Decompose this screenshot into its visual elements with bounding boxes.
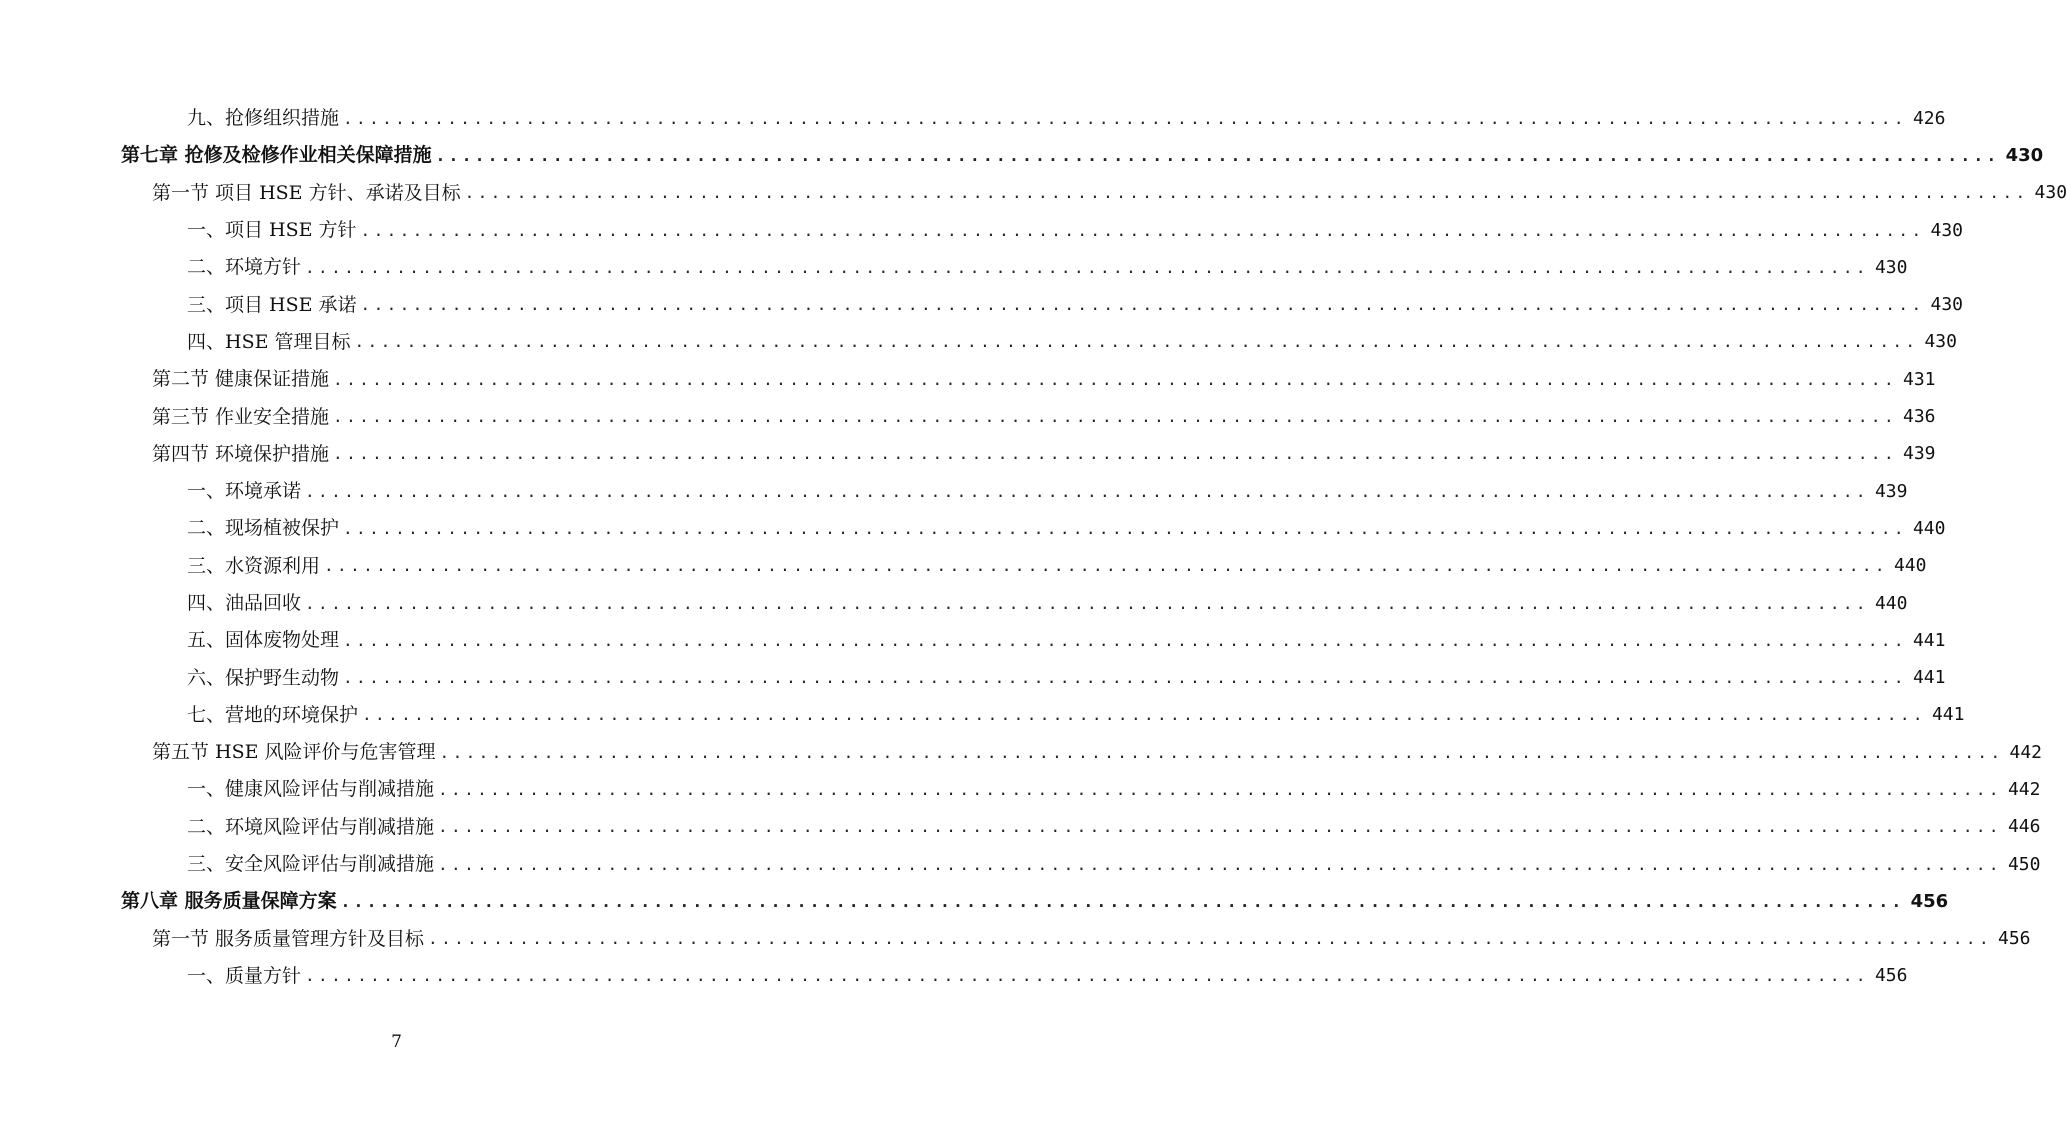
toc-entry-item[interactable] xyxy=(0,212,1963,249)
dot-leader: ........................................................................................................................ xyxy=(305,593,1869,613)
dot-leader: ........................................................................................................................ xyxy=(439,742,2004,762)
toc-entry-section[interactable] xyxy=(0,734,2042,771)
toc-entry-title: 三、项目 HSE 承诺 xyxy=(187,293,357,316)
toc-entry-title: 第一节 服务质量管理方针及目标 xyxy=(152,927,425,950)
toc-entry-page: 440 xyxy=(1912,517,1946,539)
dot-leader: ........................................................................................................................ xyxy=(333,407,1897,427)
toc-entry-page: 430 xyxy=(1930,294,1963,316)
toc-entry-title: 第二节 健康保证措施 xyxy=(152,368,330,391)
dot-leader: ........................................................................................................................ xyxy=(343,518,1907,538)
toc-entry-section[interactable] xyxy=(0,436,1936,473)
toc-entry-item[interactable] xyxy=(0,585,1908,622)
toc-entry-item[interactable] xyxy=(0,548,1927,585)
toc-entry-page: 430 xyxy=(1930,219,1963,241)
toc-entry-section[interactable] xyxy=(0,175,2067,212)
dot-leader: ........................................................................................................................ xyxy=(360,295,1925,315)
dot-leader: ........................................................................................................................ xyxy=(435,145,2000,165)
toc-entry-title: 第三节 作业安全措施 xyxy=(152,405,330,428)
toc-entry-page: 442 xyxy=(2007,778,2041,800)
toc-entry-title: 第七章 抢修及检修作业相关保障措施 xyxy=(121,144,432,167)
toc-entry-item[interactable] xyxy=(0,846,2041,883)
toc-entry-title: 第八章 服务质量保障方案 xyxy=(121,890,337,913)
toc-entry-chapter[interactable] xyxy=(0,883,1949,920)
toc-entry-title: 九、抢修组织措施 xyxy=(187,107,340,130)
toc-entry-page: 442 xyxy=(2009,741,2042,763)
dot-leader: ........................................................................................................................ xyxy=(305,481,1869,501)
dot-leader: ........................................................................................................................ xyxy=(305,257,1869,277)
toc-entry-title: 三、水资源利用 xyxy=(187,554,321,577)
toc-entry-page: 441 xyxy=(1931,704,1965,726)
toc-entry-page: 450 xyxy=(2007,853,2041,875)
toc-entry-chapter[interactable] xyxy=(0,137,2044,174)
toc-entry-item[interactable] xyxy=(0,286,1963,323)
toc-entry-page: 426 xyxy=(1912,107,1946,129)
dot-leader: ........................................................................................................................ xyxy=(464,183,2029,203)
page-number: 7 xyxy=(391,1032,402,1052)
toc-entry-item[interactable] xyxy=(0,324,1957,361)
dot-leader: ........................................................................................................................ xyxy=(438,854,2002,874)
toc-entry-page: 441 xyxy=(1912,629,1946,651)
dot-leader: ........................................................................................................................ xyxy=(333,444,1897,464)
toc-entry-section[interactable] xyxy=(0,398,1936,435)
toc-entry-title: 一、质量方针 xyxy=(187,964,302,987)
toc-entry-page: 441 xyxy=(1912,667,1946,689)
table-of-contents xyxy=(0,100,2067,995)
dot-leader: ........................................................................................................................ xyxy=(438,817,2002,837)
toc-entry-title: 二、现场植被保护 xyxy=(187,517,340,540)
toc-entry-title: 五、固体废物处理 xyxy=(187,629,340,652)
dot-leader: ........................................................................................................................ xyxy=(362,705,1926,725)
dot-leader: ........................................................................................................................ xyxy=(343,108,1907,128)
toc-entry-item[interactable] xyxy=(0,809,2041,846)
toc-entry-item[interactable] xyxy=(0,659,1946,696)
toc-entry-item[interactable] xyxy=(0,622,1946,659)
toc-entry-page: 430 xyxy=(1924,331,1957,353)
toc-entry-section[interactable] xyxy=(0,361,1936,398)
toc-entry-page: 456 xyxy=(1874,965,1908,987)
dot-leader: ........................................................................................................................ xyxy=(305,966,1869,986)
dot-leader: ........................................................................................................................ xyxy=(438,779,2002,799)
toc-entry-title: 三、安全风险评估与削减措施 xyxy=(187,853,435,876)
toc-entry-section[interactable] xyxy=(0,921,2031,958)
toc-entry-title: 六、保护野生动物 xyxy=(187,666,340,689)
toc-entry-item[interactable] xyxy=(0,510,1946,547)
toc-entry-title: 二、环境方针 xyxy=(187,256,302,279)
toc-entry-title: 第五节 HSE 风险评价与危害管理 xyxy=(152,741,436,764)
toc-entry-page: 440 xyxy=(1893,555,1927,577)
toc-entry-page: 440 xyxy=(1874,592,1908,614)
dot-leader: ........................................................................................................................ xyxy=(340,891,1905,911)
toc-entry-page: 436 xyxy=(1902,406,1936,428)
toc-entry-item[interactable] xyxy=(0,771,2041,808)
toc-entry-title: 第四节 环境保护措施 xyxy=(152,442,330,465)
dot-leader: ........................................................................................................................ xyxy=(343,668,1907,688)
toc-entry-title: 第一节 项目 HSE 方针、承诺及目标 xyxy=(152,181,461,204)
toc-entry-page: 431 xyxy=(1902,368,1936,390)
toc-entry-page: 439 xyxy=(1902,443,1936,465)
toc-entry-page: 430 xyxy=(1874,256,1908,278)
toc-entry-title: 七、营地的环境保护 xyxy=(187,703,359,726)
toc-entry-title: 一、环境承诺 xyxy=(187,480,302,503)
toc-entry-page: 456 xyxy=(1910,890,1949,912)
dot-leader: ........................................................................................................................ xyxy=(324,556,1888,576)
toc-entry-item[interactable] xyxy=(0,473,1908,510)
toc-entry-item[interactable] xyxy=(0,249,1908,286)
toc-entry-page: 430 xyxy=(2034,182,2067,204)
toc-entry-title: 四、HSE 管理目标 xyxy=(187,330,351,353)
dot-leader: ........................................................................................................................ xyxy=(360,220,1925,240)
toc-entry-item[interactable] xyxy=(0,697,1965,734)
toc-entry-title: 一、健康风险评估与削减措施 xyxy=(187,778,435,801)
toc-entry-page: 446 xyxy=(2007,816,2041,838)
toc-entry-page: 456 xyxy=(1997,928,2031,950)
toc-entry-title: 四、油品回收 xyxy=(187,592,302,614)
dot-leader: ........................................................................................................................ xyxy=(333,369,1897,389)
toc-entry-title: 二、环境风险评估与削减措施 xyxy=(187,815,435,838)
dot-leader: ........................................................................................................................ xyxy=(354,332,1919,352)
toc-entry-page: 439 xyxy=(1874,480,1908,502)
toc-entry-title: 一、项目 HSE 方针 xyxy=(187,219,357,242)
toc-entry-page: 430 xyxy=(2005,144,2044,166)
dot-leader: ........................................................................................................................ xyxy=(343,630,1907,650)
dot-leader: ........................................................................................................................ xyxy=(428,929,1992,949)
toc-entry-item[interactable] xyxy=(0,958,1908,995)
toc-entry-item[interactable] xyxy=(0,100,1946,137)
